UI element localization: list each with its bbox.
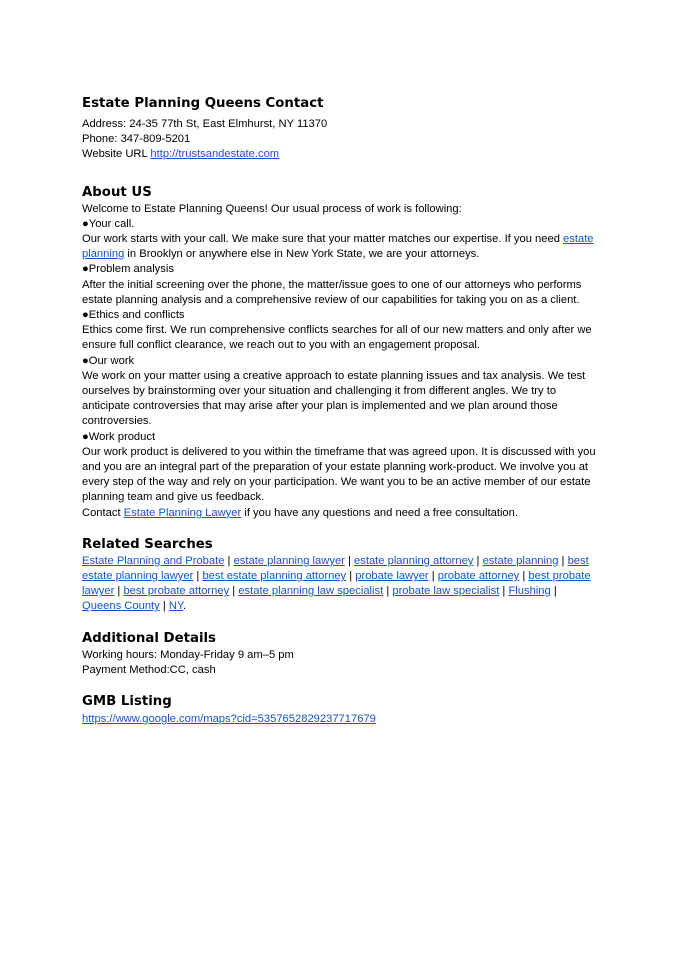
document-page	[82, 95, 597, 727]
payment-method: Payment Method:CC, cash	[82, 663, 216, 676]
separator: |	[499, 585, 509, 598]
estate-planning-link[interactable]: estate planning	[82, 233, 594, 261]
separator: |	[428, 570, 438, 583]
gmb-title: GMB Listing	[82, 694, 172, 710]
estate-planning-lawyer-link[interactable]: Estate Planning Lawyer	[123, 506, 242, 519]
about-title: About US	[82, 184, 152, 200]
step-text: We work on your matter using a creative approach to estate planning issues and tax analysis. We test ourselves by brainstorming over your situation and challenging it from different angles. We try to anticipate controversies that may arise after your plan is implemented and we plan around those controversies.	[82, 369, 586, 428]
related-search-link[interactable]: best probate attorney	[123, 585, 230, 598]
separator: |	[159, 600, 169, 613]
cta-pre: Contact	[82, 506, 124, 519]
contact-address: Address: 24-35 77th St, East Elmhurst, NY 11370	[82, 118, 328, 130]
separator: |	[519, 570, 529, 583]
step-text	[82, 232, 597, 262]
contact-phone: Phone: 347-809-5201	[82, 133, 191, 146]
related-search-link[interactable]: estate planning law specialist	[238, 585, 384, 598]
related-search-link[interactable]: NY	[168, 600, 183, 613]
separator: |	[473, 554, 483, 567]
separator: |	[550, 585, 557, 598]
separator: |	[114, 585, 124, 598]
details-title: Additional Details	[82, 630, 216, 646]
website-link[interactable]: http://trustsandestate.com	[150, 148, 280, 161]
related-search-link[interactable]: probate lawyer	[355, 570, 429, 583]
website-label: Website URL	[82, 148, 151, 161]
separator: |	[558, 554, 568, 567]
step-heading: ●Ethics and conflicts	[82, 309, 185, 322]
related-search-link[interactable]: estate planning	[482, 554, 559, 567]
separator: |	[383, 585, 393, 598]
step-heading: ●Work product	[82, 430, 156, 443]
cta-post: if you have any questions and need a free consultation.	[241, 506, 518, 519]
related-title: Related Searches	[82, 536, 213, 552]
related-search-link[interactable]: Queens County	[82, 600, 160, 613]
gmb-link[interactable]: https://www.google.com/maps?cid=5357652829237717679	[82, 713, 376, 726]
separator: |	[224, 554, 234, 567]
step-text-pre: Our work starts with your call. We make sure that your matter matches our expertise. If you need	[82, 233, 564, 246]
related-search-link[interactable]: Estate Planning and Probate	[82, 554, 225, 567]
separator: |	[229, 585, 239, 598]
related-links	[82, 554, 597, 615]
related-search-link[interactable]: Flushing	[508, 585, 551, 598]
about-intro: Welcome to Estate Planning Queens! Our usual process of work is following:	[82, 202, 462, 215]
separator: |	[193, 570, 203, 583]
related-search-link[interactable]: probate law specialist	[392, 585, 500, 598]
related-search-link[interactable]: probate attorney	[437, 570, 520, 583]
related-search-link[interactable]: best estate planning attorney	[202, 570, 347, 583]
related-search-link[interactable]: best probate lawyer	[82, 570, 591, 598]
contact-cta	[82, 506, 597, 521]
separator: |	[344, 554, 355, 567]
related-search-link[interactable]: best estate planning lawyer	[82, 554, 589, 583]
gmb-line	[82, 712, 597, 727]
step-text: Our work product is delivered to you within the timeframe that was agreed upon. It is discussed with you and you are an integral part of the preparation of your estate planning work-product. We involve you at every step of the way and rely on your participation. We want you to be an active member of our estate planning team and give us feedback.	[82, 445, 596, 504]
step-text-post: in Brooklyn or anywhere else in New York State, we are your attorneys.	[124, 248, 480, 261]
step-heading: ●Our work	[82, 354, 135, 367]
step-text: Ethics come first. We run comprehensive conflicts searches for all of our new matters and only after we ensure full conflict clearance, we reach out to you with an engagement proposal.	[82, 324, 592, 352]
working-hours: Working hours: Monday-Friday 9 am–5 pm	[82, 648, 294, 661]
related-search-link[interactable]: estate planning attorney	[354, 554, 474, 567]
step-text: After the initial screening over the phone, the matter/issue goes to one of our attorneys who performs estate planning analysis and a comprehensive review of our capabilities for taking you on as a client.	[82, 278, 582, 306]
related-end: .	[182, 600, 187, 613]
step-heading: ●Your call.	[82, 217, 135, 230]
contact-website	[82, 147, 597, 162]
step-heading: ●Problem analysis	[82, 263, 174, 276]
separator: |	[346, 570, 356, 583]
contact-title: Estate Planning Queens Contact	[82, 96, 324, 111]
related-search-link[interactable]: estate planning lawyer	[233, 554, 345, 567]
